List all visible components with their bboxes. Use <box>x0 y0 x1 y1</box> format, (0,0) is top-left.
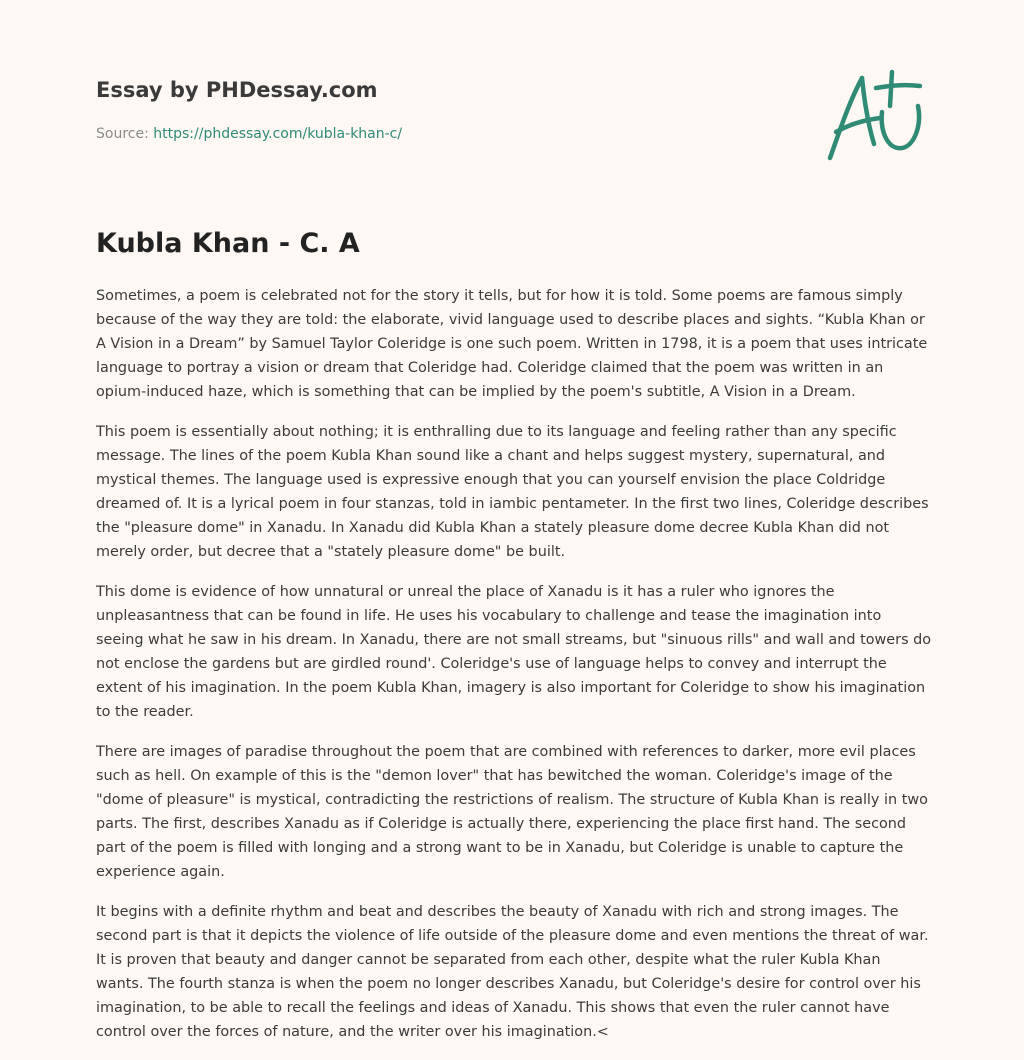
page-header <box>96 76 928 144</box>
essay-paragraph: Sometimes, a poem is celebrated not for the story it tells, but for how it is told. Some poems are famous simply because of the way they are told: the elaborate, vivid language used to describe places and sights. “Kubla Khan or A Vision in a Dream” by Samuel Taylor Coleridge is one such poem. Written in 1798, it is a poem that uses intricate language to portray a vision or dream that Coleridge had. Coleridge claimed that the poem was written in an opium-induced haze, which is something that can be implied by the poem's subtitle, A Vision in a Dream. <box>96 288 928 400</box>
source-label: Source: <box>96 126 154 142</box>
essay-paragraph: There are images of paradise throughout the poem that are combined with references to darker, more evil places such as hell. On example of this is the "demon lover" that has bewitched the woman. Coleridge's image of the "dome of pleasure" is mystical, contradicting the restrictions of realism. The structure of Kubla Khan is really in two parts. The first, describes Xanadu as if Coleridge is actually there, experiencing the place first hand. The second part of the poem is filled with longing and a strong want to be in Xanadu, but Coleridge is unable to capture the experience again. <box>96 744 928 880</box>
brand-title: Essay by PHDessay.com <box>96 78 378 102</box>
source-line <box>96 124 928 144</box>
a-plus-logo-icon <box>822 66 926 166</box>
essay-paragraph: This poem is essentially about nothing; it is enthralling due to its language and feeling rather than any specific message. The lines of the poem Kubla Khan sound like a chant and helps suggest mystery, supernatural, and mystical themes. The language used is expressive enough that you can yourself envision the place Coldridge dreamed of. It is a lyrical poem in four stanzas, told in iambic pentameter. In the first two lines, Coleridge describes the "pleasure dome" in Xanadu. In Xanadu did Kubla Khan a stately pleasure dome decree Kubla Khan did not merely order, but decree that a "stately pleasure dome" be built. <box>96 424 929 560</box>
essay-paragraph: It begins with a definite rhythm and beat and describes the beauty of Xanadu with rich and strong images. The second part is that it depicts the violence of life outside of the pleasure dome and even mentions the threat of war. It is proven that beauty and danger cannot be separated from each other, despite what the ruler Kubla Khan wants. The fourth stanza is when the poem no longer describes Xanadu, but Coleridge's desire for control over his imagination, to be able to recall the feelings and ideas of Xanadu. This shows that even the ruler cannot have control over the forces of nature, and the writer over his imagination.< <box>96 904 929 1040</box>
source-link[interactable]: https://phdessay.com/kubla-khan-c/ <box>153 126 403 142</box>
essay-paragraph: This dome is evidence of how unnatural or unreal the place of Xanadu is it has a ruler who ignores the unpleasantness that can be found in life. He uses his vocabulary to challenge and tease the imagination into seeing what he saw in his dream. In Xanadu, there are not small streams, but "sinuous rills" and wall and towers do not enclose the gardens but are girdled round'. Coleridge's use of language helps to convey and interrupt the extent of his imagination. In the poem Kubla Khan, imagery is also important for Coleridge to show his imagination to the reader. <box>96 584 932 720</box>
essay-title: Kubla Khan - C. A <box>96 228 360 259</box>
essay-body <box>96 284 932 1060</box>
